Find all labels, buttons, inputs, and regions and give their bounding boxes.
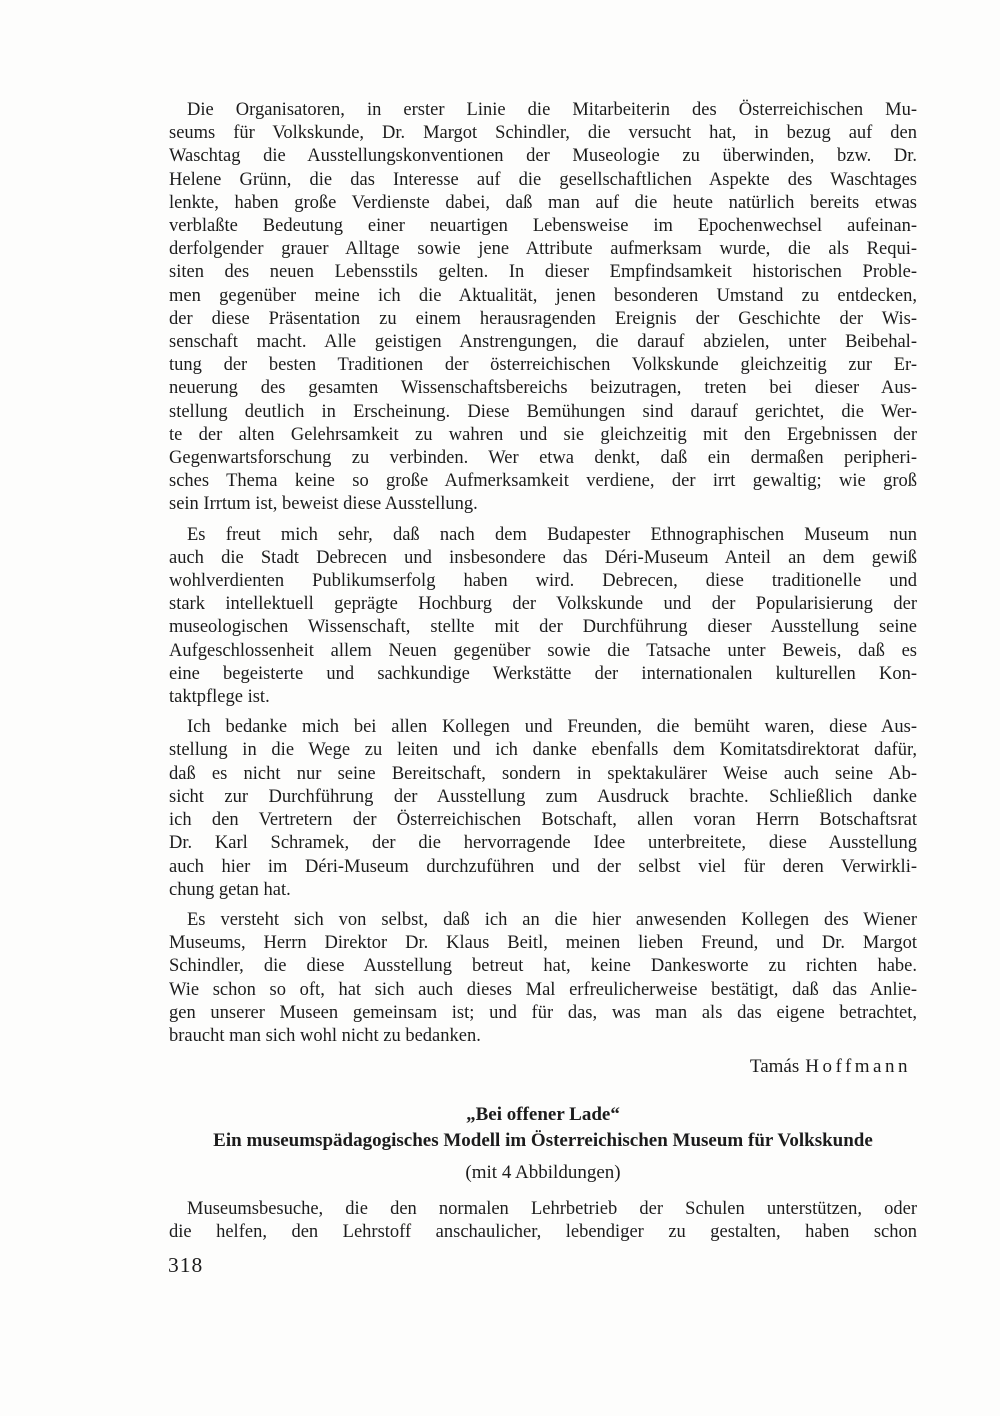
text-line: Es versteht sich von selbst, daß ich an die hier anwesenden Kollegen des Wiener [187,909,917,930]
text-line: men gegenüber meine ich die Aktualität, jenen besonderen Umstand zu entdecken, [169,285,917,306]
article-subtitle: Ein museumspädagogisches Modell im Österreichischen Museum für Volkskunde [213,1130,873,1152]
article-title: „Bei offener Lade“ [466,1104,620,1126]
article-closing-paragraphs [169,99,917,1048]
text-line: Gegenwartsforschung zu verbinden. Wer etwa denkt, daß ein dermaßen peripheri- [169,448,917,469]
text-line: Ich bedanke mich bei allen Kollegen und Freunden, die bemüht waren, diese Aus- [187,717,917,738]
text-line: Schindler, die diese Ausstellung betreut hat, keine Dankesworte zu richten habe. [169,956,917,977]
paragraph [169,1198,917,1244]
text-line: museologischen Wissenschaft, stellte mit der Durchführung dieser Ausstellung seine [169,617,917,638]
text-line: siten des neuen Lebensstils gelten. In dieser Empfindsamkeit historischen Proble- [169,262,917,283]
text-line: stellung in die Wege zu leiten und ich danke ebenfalls dem Komitatsdirektorat dafür, [169,740,917,761]
text-line: stark intellektuell geprägte Hochburg der Volkskunde und der Popularisierung der [169,594,917,615]
text-line: derfolgender grauer Alltage sowie jene Attribute aufmerksam wurde, die als Requi- [169,239,917,260]
text-line: gen unserer Museen gemeinsam ist; und für das, was man als das eigene betrachtet, [169,1002,917,1023]
text-line: stellung deutlich in Erscheinung. Diese Bemühungen sind darauf gerichtet, die Wer- [169,401,917,422]
text-line: seums für Volkskunde, Dr. Margot Schindler, die versucht hat, in bezug auf den [169,123,917,144]
text-line: auch die Stadt Debrecen und insbesondere das Déri-Museum Anteil an dem gewiß [169,547,917,568]
text-line: Dr. Karl Schramek, der die hervorragende Idee unterbreitete, diese Ausstellung [169,833,917,854]
paragraph [169,716,917,902]
text-line: Museums, Herrn Direktor Dr. Klaus Beitl, meinen lieben Freund, und Dr. Margot [169,933,917,954]
text-line: der diese Präsentation zu einem herausragenden Ereignis der Geschichte der Wis- [169,308,917,329]
paragraph [169,99,917,517]
author-given-name: Tamás [749,1056,800,1078]
text-line: sicht zur Durchführung der Ausstellung zum Ausdruck brachte. Schließlich danke [169,786,917,807]
text-line: Wie schon so oft, hat sich auch dieses Mal erfreulicherweise bestätigt, daß das Anlie- [169,979,917,1000]
next-article-paragraphs [169,1198,917,1244]
author-signature [169,1055,917,1078]
text-line: Waschtag die Ausstellungskonventionen der Museologie zu überwinden, bzw. Dr. [169,146,917,167]
text-line: auch hier im Déri-Museum durchzuführen und der selbst viel für deren Verwirkli- [169,856,917,877]
text-block [169,99,917,1251]
text-line: braucht man sich wohl nicht zu bedanken. [169,1025,481,1046]
paragraph [169,524,917,710]
figures-note: (mit 4 Abbildungen) [465,1162,621,1184]
text-line: senschaft macht. Alle geistigen Anstrengungen, die darauf abzielen, unter Beibehal- [169,332,917,353]
text-line: Aufgeschlossenheit allem Neuen gegenüber sowie die Tatsache unter Beweis, daß es [169,640,917,661]
text-line: te der alten Gelehrsamkeit zu wahren und sie gleichzeitig mit den Ergebnissen der [169,424,917,445]
text-line: lenkte, haben große Verdienste dabei, daß man auf die heute natürlich bereits etwas [169,192,917,213]
text-line: sches Thema keine so große Aufmerksamkeit verdiene, der irrt gewaltig; wie groß [169,471,917,492]
text-line: eine begeisterte und sachkundige Werkstätte der internationalen kulturellen Kon- [169,663,917,684]
text-line: Die Organisatoren, in erster Linie die Mitarbeiterin des Österreichischen Mu- [187,100,917,120]
text-line: sein Irrtum ist, beweist diese Ausstellung. [169,494,478,515]
text-line: Museumsbesuche, die den normalen Lehrbetrieb der Schulen unterstützen, oder [187,1198,917,1219]
text-line: chung getan hat. [169,879,291,900]
text-line: wohlverdienten Publikumserfolg haben wird. Debrecen, diese traditionelle und [169,571,917,592]
text-line: taktpflege ist. [169,687,270,708]
text-line: Es freut mich sehr, daß nach dem Budapester Ethnographischen Museum nun [187,524,917,545]
text-line: verblaßte Bedeutung einer neuartigen Lebensweise im Epochenwechsel aufeinan- [169,216,917,237]
text-line: tung der besten Traditionen der österreichischen Volkskunde gleichzeitig zur Er- [169,355,917,376]
next-article-header [169,1102,917,1184]
text-line: die helfen, den Lehrstoff anschaulicher, lebendiger zu gestalten, haben schon [169,1221,917,1242]
page-number: 318 [168,1253,204,1277]
text-line: neuerung des gesamten Wissenschaftsbereichs beizutragen, treten bei dieser Aus- [169,378,917,399]
text-line: daß es nicht nur seine Bereitschaft, sondern in spektakulärer Weise auch seine Ab- [169,763,917,784]
text-line: ich den Vertretern der Österreichischen Botschaft, allen voran Herrn Botschaftsrat [169,810,917,831]
text-line: Helene Grünn, die das Interesse auf die gesellschaftlichen Aspekte des Waschtages [169,169,917,190]
author-family-name: Hoffmann [805,1056,911,1078]
paragraph [169,909,917,1048]
